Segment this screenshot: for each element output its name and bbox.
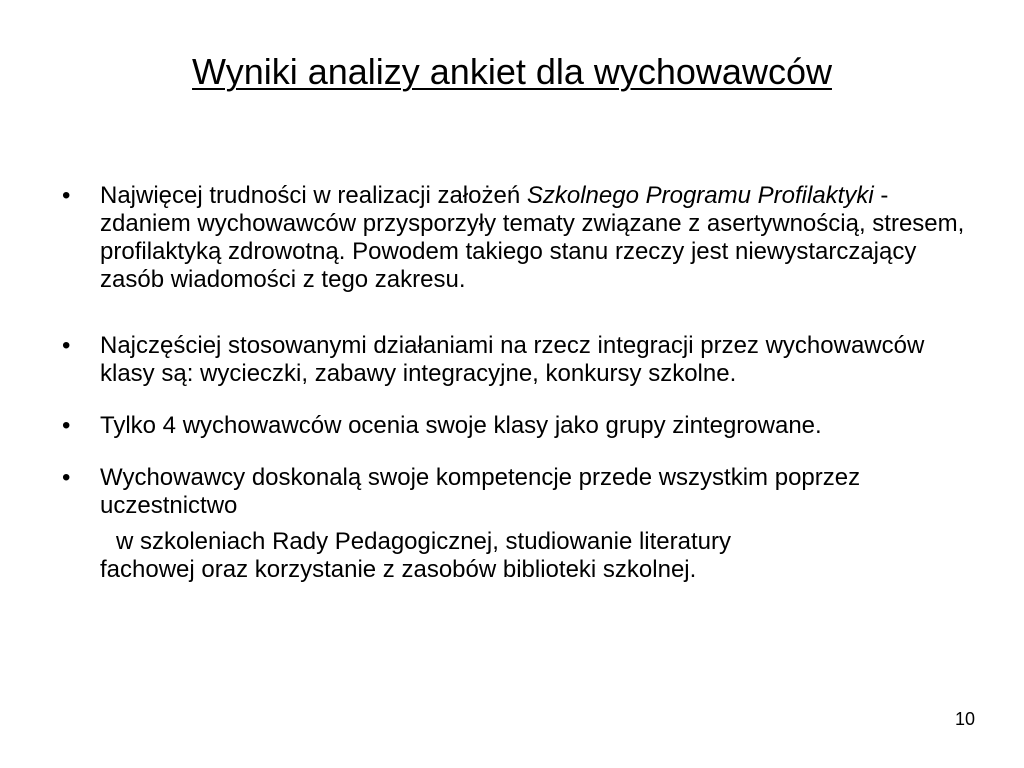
bullet-marker: • — [62, 464, 71, 491]
bullet-list — [62, 182, 972, 584]
bullet-4-continuation-rest: fachowej oraz korzystanie z zasobów biblioteki szkolnej. — [100, 556, 697, 583]
bullet-1-italic-program-name: Szkolnego Programu Profilaktyki — [526, 182, 874, 209]
bullet-item-1 — [62, 182, 972, 294]
bullet-item-2 — [62, 332, 972, 388]
page-number: 10 — [954, 709, 975, 729]
bullet-4-text: Wychowawcy doskonalą swoje kompetencje przede wszystkim poprzez uczestnictwo — [100, 464, 861, 519]
bullet-3-text: Tylko 4 wychowawców ocenia swoje klasy jako grupy zintegrowane. — [100, 412, 822, 439]
bullet-item-4 — [62, 464, 972, 584]
bullet-marker: • — [62, 332, 71, 359]
bullet-marker: • — [62, 412, 71, 439]
bullet-marker: • — [62, 182, 71, 209]
bullet-1-text-before: Najwięcej trudności w realizacji założeń — [100, 182, 527, 209]
slide-title: Wyniki analizy ankiet dla wychowawców — [192, 51, 832, 92]
bullet-2-text: Najczęściej stosowanymi działaniami na rzecz integracji przez wychowawców klasy są: wycieczki, zabawy integracyjne, konkursy szkolne. — [100, 332, 925, 387]
bullet-4-continuation — [100, 528, 972, 584]
bullet-1-text-after: - zdaniem wychowawców przysporzyły tematy związane z asertywnością, stresem, profilaktyką zdrowotną. Powodem takiego stanu rzeczy jest niewystarczający zasób wiadomości z tego zakresu. — [100, 182, 965, 293]
bullet-item-3 — [62, 412, 972, 440]
bullet-4-continuation-first: w szkoleniach Rady Pedagogicznej, studiowanie literatury — [116, 528, 731, 555]
